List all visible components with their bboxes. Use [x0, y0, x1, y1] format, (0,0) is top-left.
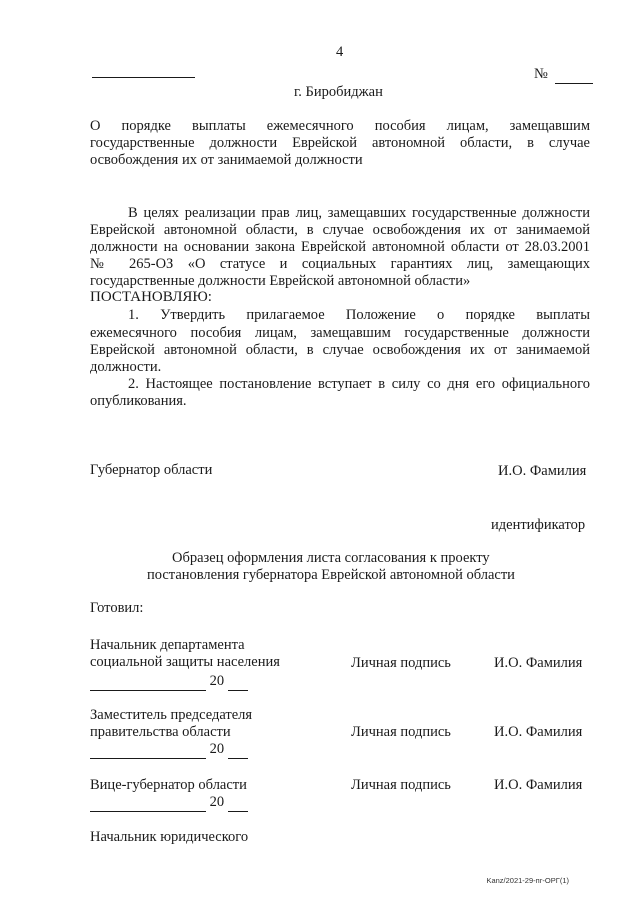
signer-2-title-line-2: правительства области	[90, 724, 231, 740]
year-prefix: 20	[209, 673, 225, 689]
clause-2-line-1: 2. Настоящее постановление вступает в силу со дня его официального	[128, 376, 590, 392]
signer-2-date	[90, 741, 248, 759]
approval-heading-line-1: Образец оформления листа согласования к проекту	[172, 550, 490, 566]
signer-1-title-line-1: Начальник департамента	[90, 637, 245, 653]
title-line-1: О порядке выплаты ежемесячного пособия лицам, замещавшим	[90, 118, 590, 134]
date-blank-line	[90, 741, 206, 759]
signer-3-title-line-1: Вице-губернатор области	[90, 777, 247, 793]
signer-3-signature: Личная подпись	[351, 777, 451, 793]
clause-2-line-2: опубликования.	[90, 393, 187, 409]
signer-2-title-line-1: Заместитель председателя	[90, 707, 253, 723]
prepared-label: Готовил:	[90, 600, 144, 616]
year-blank-line	[228, 673, 248, 691]
signer-1-name: И.О. Фамилия	[494, 655, 583, 671]
year-prefix: 20	[209, 741, 225, 757]
approval-heading-line-2: постановления губернатора Еврейской автономной области	[147, 567, 515, 583]
preamble-line-3: должности на основании закона Еврейской автономной области от 28.03.2001	[90, 239, 590, 255]
title-line-2: государственные должности Еврейской автономной области, в случае	[90, 135, 590, 151]
signer-3-date	[90, 794, 248, 812]
signer-position: Губернатор области	[90, 462, 213, 478]
resolve-word: ПОСТАНОВЛЯЮ:	[90, 289, 212, 305]
page-number: 4	[336, 44, 344, 60]
title-line-3: освобождения их от занимаемой должности	[90, 152, 363, 168]
preamble-line-2: Еврейской автономной области, в случае освобождения их от занимаемой	[90, 222, 590, 238]
signer-1-title-line-2: социальной защиты населения	[90, 654, 280, 670]
signer-2-signature: Личная подпись	[351, 724, 451, 740]
signer-1-date	[90, 673, 248, 691]
clause-1-line-3: Еврейской автономной области, в случае освобождения их от занимаемой	[90, 342, 590, 358]
document-number	[534, 66, 593, 84]
number-blank-line	[555, 66, 593, 84]
clause-1-line-4: должности.	[90, 359, 162, 375]
signer-1-signature: Личная подпись	[351, 655, 451, 671]
signer-name: И.О. Фамилия	[498, 463, 587, 479]
legal-head-title: Начальник юридического	[90, 829, 249, 845]
footer-code: Kanz/2021-29-пг-ОРГ(1)	[486, 876, 569, 885]
signer-3-name: И.О. Фамилия	[494, 777, 583, 793]
clause-1-line-1: 1. Утвердить прилагаемое Положение о порядке выплаты	[128, 307, 590, 323]
date-blank-line	[90, 673, 206, 691]
number-prefix: №	[534, 66, 548, 82]
signer-identifier: идентификатор	[491, 517, 586, 533]
year-prefix: 20	[209, 794, 225, 810]
preamble-line-5: государственные должности Еврейской автономной области»	[90, 273, 471, 289]
date-blank-line	[90, 794, 206, 812]
year-blank-line	[228, 794, 248, 812]
city: г. Биробиджан	[294, 84, 383, 100]
preamble-line-1: В целях реализации прав лиц, замещавших государственные должности	[128, 205, 590, 221]
preamble-line-4: № 265-ОЗ «О статусе и социальных гарантиях лиц, замещающих	[90, 256, 590, 272]
date-blank-line	[92, 77, 195, 78]
signer-2-name: И.О. Фамилия	[494, 724, 583, 740]
year-blank-line	[228, 741, 248, 759]
clause-1-line-2: ежемесячного пособия лицам, замещавшим государственные должности	[90, 325, 590, 341]
